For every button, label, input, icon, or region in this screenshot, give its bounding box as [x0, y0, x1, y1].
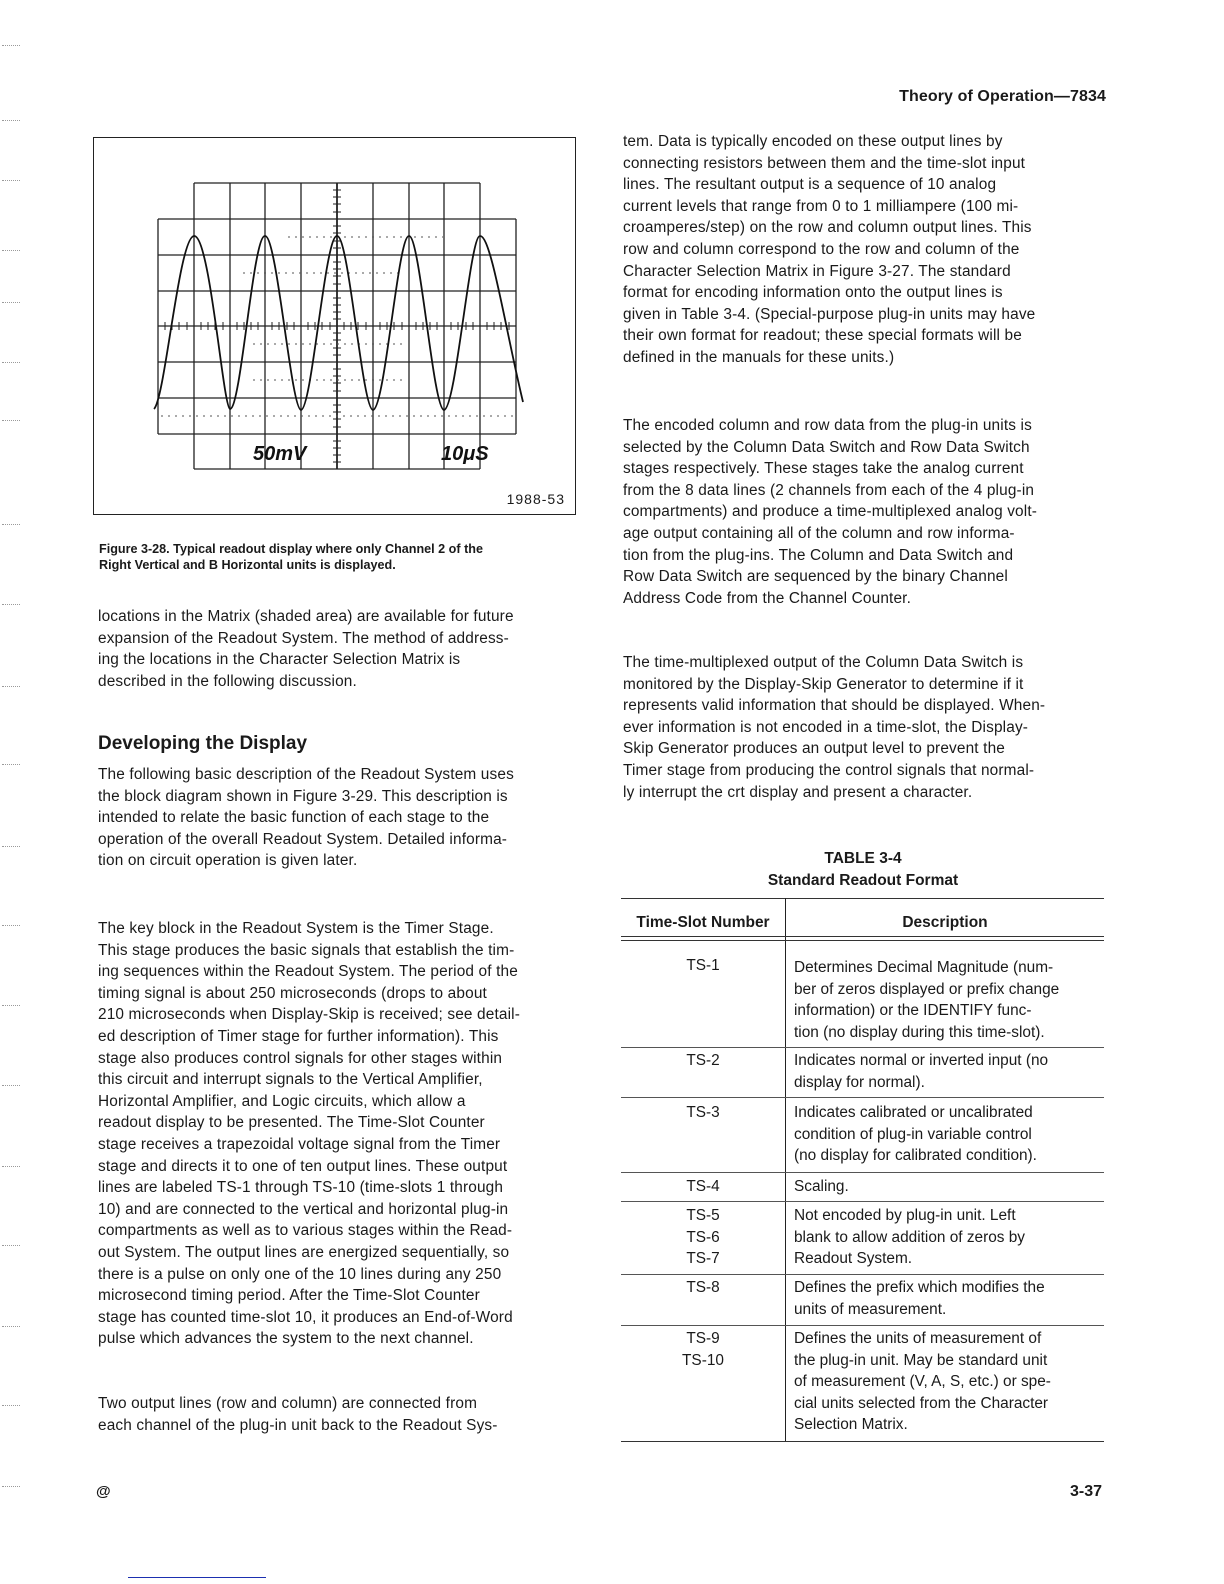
- caption-line: Figure 3-28. Typical readout display where only Channel 2 of the: [99, 542, 483, 556]
- text-line: Skip Generator produces an output level to prevent the: [623, 740, 1005, 758]
- text-line: The time-multiplexed output of the Column Data Switch is: [623, 654, 1024, 671]
- scan-artifact: [2, 1405, 20, 1406]
- table-row-description: [794, 1050, 1100, 1093]
- text-line: Address Code from the Channel Counter.: [623, 589, 912, 607]
- table-row-description: [794, 957, 1100, 1043]
- text-line: of measurement (V, A, S, etc.) or spe-: [794, 1373, 1051, 1390]
- scan-artifact: [2, 1005, 20, 1006]
- table-row-description: [794, 1102, 1100, 1167]
- text-line: locations in the Matrix (shaded area) are available for future: [98, 608, 514, 625]
- text-line: condition of plug-in variable control: [794, 1125, 1032, 1143]
- text-line: Defines the units of measurement of: [794, 1330, 1042, 1347]
- slot-label: TS-3: [686, 1104, 720, 1121]
- paragraph-basic-description: [98, 764, 578, 872]
- running-header: Theory of Operation—7834: [899, 88, 1106, 105]
- table-row-slot: [621, 1277, 785, 1299]
- text-line: lines. The resultant output is a sequence of 10 analog: [623, 176, 997, 194]
- text-line: ever information is not encoded in a time-slot, the Display-: [623, 718, 1029, 736]
- table-row-slot: [621, 1176, 785, 1198]
- text-line: ing sequences within the Readout System. The period of the: [98, 963, 518, 981]
- table-header-slot: Time-Slot Number: [636, 914, 770, 931]
- table-row-slot: [621, 1328, 785, 1371]
- text-line: selected by the Column Data Switch and Row Data Switch: [623, 438, 1030, 456]
- text-line: tion from the plug-ins. The Column and Data Switch and: [623, 546, 1014, 564]
- text-line: intended to relate the basic function of each stage to the: [98, 809, 490, 827]
- scan-artifact: [2, 45, 20, 46]
- scan-artifact: [2, 180, 20, 181]
- text-line: out System. The output lines are energized sequentially, so: [98, 1243, 510, 1261]
- text-line: readout display to be presented. The Time-Slot Counter: [98, 1114, 485, 1132]
- paragraph-matrix-locations: [98, 606, 578, 692]
- scan-artifact: [2, 362, 20, 363]
- text-line: operation of the overall Readout System. Detailed informa-: [98, 830, 508, 848]
- scan-artifact: [2, 1245, 20, 1246]
- text-line: the block diagram shown in Figure 3-29. This description is: [98, 787, 508, 805]
- text-line: compartments as well as to various stages within the Read-: [98, 1222, 513, 1240]
- text-line: ly interrupt the crt display and present a character.: [623, 783, 973, 801]
- scan-artifact: [2, 1166, 20, 1167]
- section-heading: Developing the Display: [98, 733, 308, 754]
- text-line: This stage produces the basic signals that establish the tim-: [98, 941, 515, 959]
- table-bottom-rule: [621, 1441, 1104, 1442]
- text-line: units of measurement.: [794, 1300, 947, 1318]
- table-header-double-rule: [621, 936, 1104, 941]
- slot-label: TS-9: [686, 1330, 720, 1347]
- figure-caption: [99, 541, 579, 573]
- text-line: stage also produces control signals for other stages within: [98, 1049, 503, 1067]
- text-line: The encoded column and row data from the plug-in units is: [623, 417, 1032, 434]
- table-column-divider: [785, 898, 786, 1441]
- oscilloscope-graticule-figure: [93, 137, 576, 515]
- text-line: Horizontal Amplifier, and Logic circuits, which allow a: [98, 1092, 466, 1110]
- table-row-rule: [621, 1047, 1104, 1048]
- slot-label: TS-7: [686, 1250, 720, 1267]
- slot-label: TS-8: [686, 1279, 720, 1296]
- readout-time-per-div: 10μS: [441, 443, 489, 465]
- text-line: age output containing all of the column and row informa-: [623, 524, 1015, 542]
- scan-artifact: [2, 764, 20, 765]
- text-line: Selection Matrix.: [794, 1416, 908, 1433]
- scan-artifact: [2, 1085, 20, 1086]
- text-line: tion on circuit operation is given later.: [98, 852, 358, 870]
- text-line: Scaling.: [794, 1178, 849, 1195]
- text-line: described in the following discussion.: [98, 672, 357, 690]
- text-line: 210 microseconds when Display-Skip is received; see detail-: [98, 1006, 521, 1024]
- caption-line: Right Vertical and B Horizontal units is displayed.: [99, 558, 396, 572]
- readout-volts-per-div: 50mV: [253, 443, 307, 465]
- text-line: monitored by the Display-Skip Generator to determine if it: [623, 675, 1024, 693]
- scan-artifact: [2, 1486, 20, 1487]
- text-line: Readout System.: [794, 1250, 913, 1267]
- slot-label: TS-1: [686, 957, 720, 974]
- slot-label: TS-6: [686, 1228, 720, 1246]
- text-line: from the 8 data lines (2 channels from each of the 4 plug-in: [623, 481, 1035, 499]
- page-number: 3-37: [1069, 1483, 1102, 1500]
- text-line: defined in the manuals for these units.): [623, 348, 895, 366]
- slot-label: TS-2: [686, 1052, 720, 1069]
- scan-artifact: [2, 302, 20, 303]
- text-line: compartments) and produce a time-multiplexed analog volt-: [623, 503, 1038, 521]
- text-line: Two output lines (row and column) are connected from: [98, 1395, 478, 1412]
- text-line: Character Selection Matrix in Figure 3-27. The standard: [623, 262, 1011, 280]
- paragraph-timer-stage: [98, 918, 578, 1350]
- text-line: Determines Decimal Magnitude (num-: [794, 959, 1054, 976]
- table-row-rule: [621, 1274, 1104, 1275]
- table-row-description: [794, 1277, 1100, 1320]
- table-row-slot: [621, 955, 785, 977]
- text-line: display for normal).: [794, 1073, 925, 1091]
- scan-artifact: [2, 250, 20, 251]
- text-line: Indicates normal or inverted input (no: [794, 1052, 1049, 1069]
- text-line: represents valid information that should be displayed. When-: [623, 697, 1046, 715]
- text-line: microsecond timing period. After the Time-Slot Counter: [98, 1287, 480, 1305]
- text-line: this circuit and interrupt signals to the Vertical Amplifier,: [98, 1071, 483, 1089]
- text-line: tion (no display during this time-slot).: [794, 1023, 1045, 1041]
- text-line: timing signal is about 250 microseconds (drops to about: [98, 984, 487, 1002]
- scan-artifact: [2, 420, 20, 421]
- text-line: there is a pulse on only one of the 10 lines during any 250: [98, 1265, 502, 1283]
- text-line: the plug-in unit. May be standard unit: [794, 1351, 1048, 1369]
- text-line: connecting resistors between them and the time-slot input: [623, 154, 1026, 172]
- table-row-description: [794, 1328, 1100, 1436]
- text-line: The key block in the Readout System is the Timer Stage.: [98, 920, 494, 937]
- text-line: stage receives a trapezoidal voltage signal from the Timer: [98, 1135, 501, 1153]
- slot-label: TS-5: [686, 1207, 720, 1224]
- table-row-slot: [621, 1205, 785, 1270]
- text-line: Indicates calibrated or uncalibrated: [794, 1104, 1033, 1121]
- text-line: Row Data Switch are sequenced by the binary Channel: [623, 568, 1008, 586]
- scan-artifact: [2, 925, 20, 926]
- paragraph-display-skip: [623, 652, 1103, 803]
- text-line: current levels that range from 0 to 1 milliampere (100 mi-: [623, 197, 1019, 215]
- scan-artifact: [2, 120, 20, 121]
- table-row-description: [794, 1205, 1100, 1270]
- text-line: (no display for calibrated condition).: [794, 1147, 1037, 1164]
- footer-copyright-mark: @: [96, 1483, 111, 1500]
- text-line: information) or the IDENTIFY func-: [794, 1002, 1032, 1019]
- table-row-rule: [621, 1201, 1104, 1202]
- table-header-description: Description: [902, 914, 988, 931]
- text-line: Timer stage from producing the control signals that normal-: [623, 761, 1035, 779]
- blue-underline-rule: [128, 1577, 266, 1578]
- text-line: stage has counted time-slot 10, it produces an End-of-Word: [98, 1308, 513, 1326]
- slot-label: TS-4: [686, 1178, 720, 1195]
- table-row-rule: [621, 1325, 1104, 1326]
- scan-artifact: [2, 524, 20, 525]
- table-row-rule: [621, 1097, 1104, 1098]
- text-line: lines are labeled TS-1 through TS-10 (time-slots 1 through: [98, 1179, 504, 1197]
- table-row-description: [794, 1176, 1100, 1198]
- text-line: cial units selected from the Character: [794, 1394, 1049, 1412]
- text-line: ed description of Timer stage for further information). This: [98, 1027, 499, 1045]
- text-line: stage and directs it to one of ten output lines. These output: [98, 1157, 508, 1175]
- slot-label: TS-10: [682, 1351, 724, 1369]
- table-title: [623, 848, 1103, 892]
- text-line: format for encoding information onto the output lines is: [623, 284, 1003, 302]
- text-line: ing the locations in the Character Selection Matrix is: [98, 651, 461, 669]
- figure-id-label: 1988-53: [506, 491, 565, 507]
- text-line: ber of zeros displayed or prefix change: [794, 980, 1060, 998]
- text-line: expansion of the Readout System. The method of address-: [98, 629, 509, 647]
- scan-artifact: [2, 604, 20, 605]
- text-line: pulse which advances the system to the next channel.: [98, 1330, 474, 1348]
- text-line: blank to allow addition of zeros by: [794, 1228, 1025, 1246]
- scan-artifact: [2, 686, 20, 687]
- text-line: 10) and are connected to the vertical and horizontal plug-in: [98, 1200, 509, 1218]
- text-line: their own format for readout; these special formats will be: [623, 327, 1022, 345]
- paragraph-output-lines: [98, 1393, 578, 1436]
- table-row-rule: [621, 1172, 1104, 1173]
- text-line: row and column correspond to the row and column of the: [623, 240, 1020, 258]
- scan-artifact: [2, 1326, 20, 1327]
- text-line: stages respectively. These stages take the analog current: [623, 460, 1024, 478]
- text-line: tem. Data is typically encoded on these output lines by: [623, 133, 1003, 150]
- paragraph-data-switch: [623, 415, 1103, 609]
- text-line: each channel of the plug-in unit back to the Readout Sys-: [98, 1416, 498, 1434]
- text-line: croamperes/step) on the row and column output lines. This: [623, 219, 1032, 237]
- table-number: TABLE 3-4: [824, 850, 902, 867]
- table-row-slot: [621, 1102, 785, 1124]
- text-line: Not encoded by plug-in unit. Left: [794, 1207, 1016, 1224]
- paragraph-data-encoding: [623, 131, 1103, 369]
- text-line: given in Table 3-4. (Special-purpose plug-in units may have: [623, 305, 1036, 323]
- text-line: Defines the prefix which modifies the: [794, 1279, 1045, 1296]
- scan-artifact: [2, 846, 20, 847]
- table-top-rule: [621, 898, 1104, 899]
- table-subtitle: Standard Readout Format: [767, 872, 959, 889]
- text-line: The following basic description of the Readout System uses: [98, 766, 514, 783]
- table-row-slot: [621, 1050, 785, 1072]
